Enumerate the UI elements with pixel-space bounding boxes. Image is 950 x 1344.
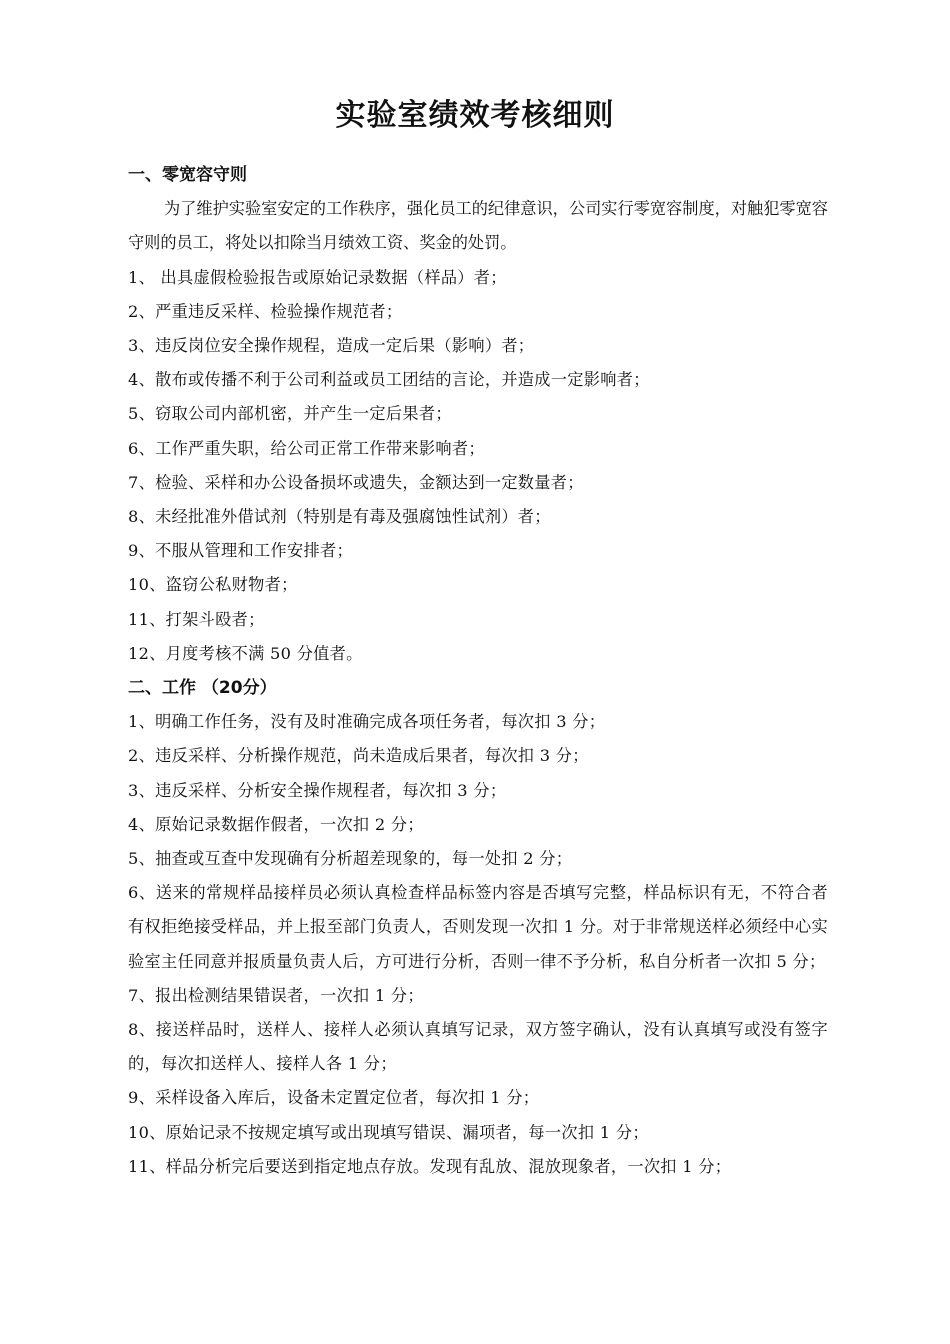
section-heading-zero-tolerance: 一、零宽容守则 bbox=[128, 165, 247, 185]
list-item: 1、明确工作任务，没有及时准确完成各项任务者，每次扣 3 分； bbox=[128, 712, 606, 732]
list-item: 8、接送样品时，送样人、接样人必须认真填写记录，双方签字确认，没有认真填写或没有签字的，每次扣送样人、接样人各 1 分； bbox=[128, 1020, 828, 1074]
list-item: 10、盗窃公私财物者； bbox=[128, 575, 298, 595]
list-item: 7、检验、采样和办公设备损坏或遗失，金额达到一定数量者； bbox=[128, 472, 584, 492]
list-item: 11、打架斗殴者； bbox=[128, 609, 265, 629]
list-item: 6、送来的常规样品接样员必须认真检查样品标签内容是否填写完整，样品标识有无，不符合者有权拒绝接受样品，并上报至部门负责人，否则发现一次扣 1 分。对于非常规送样必须经中心实验室主任同意并报质量负责人后，方可进行分析，否则一律不予分析，私自分析者一次扣 5 分； bbox=[128, 883, 828, 971]
document-body bbox=[128, 158, 828, 1184]
list-item: 9、不服从管理和工作安排者； bbox=[128, 541, 353, 561]
list-item: 2、严重违反采样、检验操作规范者； bbox=[128, 301, 403, 321]
section-intro-paragraph: 为了维护实验室安定的工作秩序，强化员工的纪律意识，公司实行零宽容制度，对触犯零宽容守则的员工，将处以扣除当月绩效工资、奖金的处罚。 bbox=[128, 199, 828, 253]
list-item: 6、工作严重失职，给公司正常工作带来影响者； bbox=[128, 438, 485, 458]
list-item: 1、 出具虚假检验报告或原始记录数据（样品）者； bbox=[128, 267, 507, 287]
list-item: 3、违反岗位安全操作规程，造成一定后果（影响）者； bbox=[128, 336, 535, 356]
list-item: 7、报出检测结果错误者，一次扣 1 分； bbox=[128, 985, 424, 1005]
list-item: 4、原始记录数据作假者，一次扣 2 分； bbox=[128, 814, 424, 834]
list-item: 4、散布或传播不利于公司利益或员工团结的言论，并造成一定影响者； bbox=[128, 370, 650, 390]
list-item: 5、窃取公司内部机密，并产生一定后果者； bbox=[128, 404, 452, 424]
section-heading-work: 二、工作 （20分） bbox=[128, 678, 277, 699]
list-item: 8、未经批准外借试剂（特别是有毒及强腐蚀性试剂）者； bbox=[128, 507, 551, 527]
list-item: 10、原始记录不按规定填写或出现填写错误、漏项者，每一次扣 1 分； bbox=[128, 1122, 649, 1142]
list-item: 5、抽查或互查中发现确有分析超差现象的，每一处扣 2 分； bbox=[128, 849, 573, 869]
list-item: 3、违反采样、分析安全操作规程者，每次扣 3 分； bbox=[128, 780, 507, 800]
list-item: 2、违反采样、分析操作规范，尚未造成后果者，每次扣 3 分； bbox=[128, 746, 589, 766]
list-item: 9、采样设备入库后，设备未定置定位者，每次扣 1 分； bbox=[128, 1088, 540, 1108]
document-title: 实验室绩效考核细则 bbox=[335, 98, 615, 133]
list-item: 11、样品分析完后要送到指定地点存放。发现有乱放、混放现象者，一次扣 1 分； bbox=[128, 1156, 732, 1176]
list-item: 12、月度考核不满 50 分值者。 bbox=[128, 643, 363, 663]
